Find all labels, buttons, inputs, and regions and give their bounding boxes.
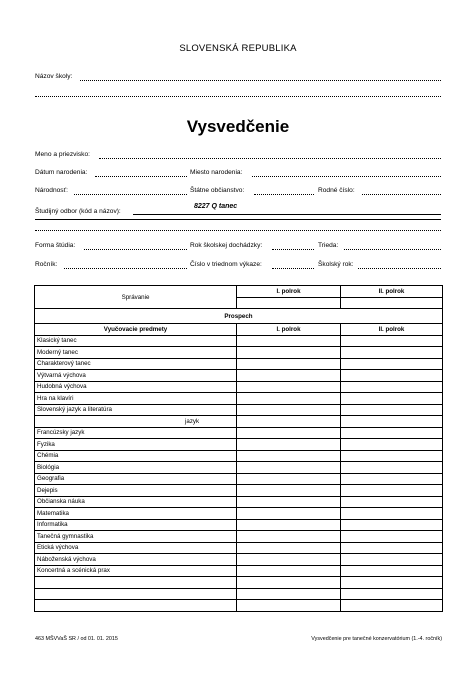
- school-name-label: Názov školy:: [35, 73, 73, 80]
- subject-row: [35, 381, 443, 393]
- subject-name: Tanečná gymnastika: [35, 531, 237, 543]
- subject-grade-half2[interactable]: [341, 381, 443, 393]
- results-section-header: Prospech: [35, 309, 443, 324]
- subject-grade-half1[interactable]: [237, 347, 341, 359]
- form-description: Vysvedčenie pre tanečné konzervatórium (1.-4. ročník): [311, 636, 442, 642]
- subject-grade-half2[interactable]: [341, 542, 443, 554]
- subject-name: Charakterový tanec: [35, 358, 237, 370]
- subject-row: [35, 600, 443, 612]
- study-field-extra-line[interactable]: [35, 230, 441, 231]
- subject-row: [35, 462, 443, 474]
- subject-name: [35, 577, 237, 589]
- school-name-field-line2[interactable]: [35, 96, 441, 97]
- subject-grade-half2[interactable]: [341, 358, 443, 370]
- subject-row: [35, 416, 443, 428]
- attendance-year-label: Rok školskej dochádzky:: [190, 242, 263, 249]
- subject-name: Dejepis: [35, 485, 237, 497]
- subject-name: Výtvarná výchova: [35, 370, 237, 382]
- school-year-label: Školský rok:: [318, 261, 354, 268]
- subject-name: Hra na klavíri: [35, 393, 237, 405]
- subject-name: Chémia: [35, 450, 237, 462]
- subject-grade-half1[interactable]: [237, 439, 341, 451]
- student-name-label: Meno a priezvisko:: [35, 151, 90, 158]
- subject-row: [35, 393, 443, 405]
- subject-name: Náboženská výchova: [35, 554, 237, 566]
- document-title: Vysvedčenie: [186, 117, 290, 136]
- subject-grade-half1[interactable]: [237, 542, 341, 554]
- subject-row: [35, 588, 443, 600]
- subject-name: Fyzika: [35, 439, 237, 451]
- subject-grade-half1[interactable]: [237, 485, 341, 497]
- subject-name: [35, 588, 237, 600]
- subject-grade-half1[interactable]: [237, 393, 341, 405]
- subject-grade-half1[interactable]: [237, 531, 341, 543]
- student-name-field[interactable]: [99, 158, 441, 159]
- register-number-label: Číslo v triednom výkaze:: [190, 261, 262, 268]
- subject-row: [35, 542, 443, 554]
- attendance-year-field[interactable]: [272, 249, 314, 250]
- nationality-field[interactable]: [74, 194, 187, 195]
- subject-row: [35, 473, 443, 485]
- study-field-line2: [35, 219, 441, 220]
- subject-grade-half1[interactable]: [237, 416, 341, 428]
- subject-grade-half2[interactable]: [341, 462, 443, 474]
- subject-grade-half1[interactable]: [237, 600, 341, 612]
- subject-name: Hudobná výchova: [35, 381, 237, 393]
- school-name-field[interactable]: [80, 80, 441, 81]
- subject-row: [35, 565, 443, 577]
- subject-name: jazyk: [35, 416, 237, 428]
- citizenship-label: Štátne občianstvo:: [190, 187, 245, 194]
- subject-name: Moderný tanec: [35, 347, 237, 359]
- subject-grade-half2[interactable]: [341, 416, 443, 428]
- subject-name: Koncertná a scénická prax: [35, 565, 237, 577]
- subject-row: [35, 404, 443, 416]
- subject-grade-half1[interactable]: [237, 450, 341, 462]
- subject-row: [35, 427, 443, 439]
- subject-grade-half2[interactable]: [341, 427, 443, 439]
- study-field-label: Študijný odbor (kód a názov):: [35, 208, 121, 215]
- subject-row: [35, 577, 443, 589]
- behaviour-half1-header: I. polrok: [237, 286, 341, 298]
- subject-row: [35, 485, 443, 497]
- form-code: 463 MŠVVaŠ SR / od 01. 01. 2015: [35, 636, 118, 642]
- subject-name: Francúzsky jazyk: [35, 427, 237, 439]
- subject-grade-half2[interactable]: [341, 370, 443, 382]
- subject-row: [35, 450, 443, 462]
- subject-grade-half1[interactable]: [237, 519, 341, 531]
- subject-grade-half1[interactable]: [237, 370, 341, 382]
- grade-label: Ročník:: [35, 261, 58, 268]
- grades-table: [34, 285, 443, 612]
- subject-grade-half2[interactable]: [341, 439, 443, 451]
- subject-grade-half1[interactable]: [237, 335, 341, 347]
- subject-grade-half1[interactable]: [237, 462, 341, 474]
- subject-grade-half1[interactable]: [237, 554, 341, 566]
- subject-grade-half1[interactable]: [237, 427, 341, 439]
- birth-number-field[interactable]: [362, 194, 441, 195]
- study-field-line: [133, 214, 441, 215]
- subject-name: Klasický tanec: [35, 335, 237, 347]
- subject-grade-half2[interactable]: [341, 554, 443, 566]
- subject-row: [35, 508, 443, 520]
- citizenship-field[interactable]: [254, 194, 314, 195]
- behaviour-half2-header: II. polrok: [341, 286, 443, 298]
- subject-grade-half2[interactable]: [341, 404, 443, 416]
- grade-field[interactable]: [64, 268, 187, 269]
- subject-row: [35, 370, 443, 382]
- subject-name: [35, 600, 237, 612]
- subject-grade-half1[interactable]: [237, 496, 341, 508]
- behaviour-half2-cell[interactable]: [341, 297, 443, 309]
- subject-name: Etická výchova: [35, 542, 237, 554]
- class-label: Trieda:: [318, 242, 339, 249]
- grades-half1-header: I. polrok: [237, 324, 341, 336]
- subject-grade-half1[interactable]: [237, 473, 341, 485]
- subject-name: Občianska náuka: [35, 496, 237, 508]
- subject-name: Slovenský jazyk a literatúra: [35, 404, 237, 416]
- nationality-label: Národnosť:: [35, 187, 68, 194]
- subject-grade-half1[interactable]: [237, 577, 341, 589]
- study-field-value[interactable]: 8227 Q tanec: [194, 203, 238, 210]
- subjects-header: Vyučovacie predmety: [35, 324, 237, 336]
- subject-row: [35, 347, 443, 359]
- subject-row: [35, 554, 443, 566]
- subject-row: [35, 358, 443, 370]
- subject-grade-half1[interactable]: [237, 565, 341, 577]
- subject-row: [35, 439, 443, 451]
- school-year-field[interactable]: [358, 268, 441, 269]
- subject-grade-half1[interactable]: [237, 358, 341, 370]
- subject-grade-half2[interactable]: [341, 531, 443, 543]
- subject-grade-half2[interactable]: [341, 347, 443, 359]
- birth-place-field[interactable]: [252, 176, 441, 177]
- subject-grade-half2[interactable]: [341, 335, 443, 347]
- grades-half2-header: II. polrok: [341, 324, 443, 336]
- subject-grade-half1[interactable]: [237, 588, 341, 600]
- subject-name: Matematika: [35, 508, 237, 520]
- subject-grade-half1[interactable]: [237, 404, 341, 416]
- subject-grade-half1[interactable]: [237, 381, 341, 393]
- subject-row: [35, 496, 443, 508]
- behaviour-half1-cell[interactable]: [237, 297, 341, 309]
- subject-grade-half2[interactable]: [341, 393, 443, 405]
- study-form-label: Forma štúdia:: [35, 242, 76, 249]
- subject-name: Informatika: [35, 519, 237, 531]
- subject-grade-half2[interactable]: [341, 496, 443, 508]
- register-number-field[interactable]: [272, 268, 314, 269]
- subject-grade-half2[interactable]: [341, 450, 443, 462]
- subject-grade-half2[interactable]: [341, 600, 443, 612]
- subject-grade-half2[interactable]: [341, 565, 443, 577]
- subject-grade-half2[interactable]: [341, 588, 443, 600]
- subject-grade-half2[interactable]: [341, 519, 443, 531]
- class-field[interactable]: [344, 249, 441, 250]
- country-header: SLOVENSKÁ REPUBLIKA: [179, 43, 297, 54]
- subject-row: [35, 531, 443, 543]
- birth-number-label: Rodné číslo:: [318, 187, 355, 194]
- study-form-field[interactable]: [84, 249, 187, 250]
- birth-place-label: Miesto narodenia:: [190, 169, 243, 176]
- subject-grade-half1[interactable]: [237, 508, 341, 520]
- subject-row: [35, 519, 443, 531]
- behaviour-label: Správanie: [35, 286, 237, 309]
- subject-name: Geografia: [35, 473, 237, 485]
- birth-date-field[interactable]: [95, 176, 187, 177]
- subject-name: Biológia: [35, 462, 237, 474]
- subject-grade-half2[interactable]: [341, 508, 443, 520]
- birth-date-label: Dátum narodenia:: [35, 169, 88, 176]
- subject-grade-half2[interactable]: [341, 485, 443, 497]
- subject-row: [35, 335, 443, 347]
- subject-grade-half2[interactable]: [341, 473, 443, 485]
- subject-grade-half2[interactable]: [341, 577, 443, 589]
